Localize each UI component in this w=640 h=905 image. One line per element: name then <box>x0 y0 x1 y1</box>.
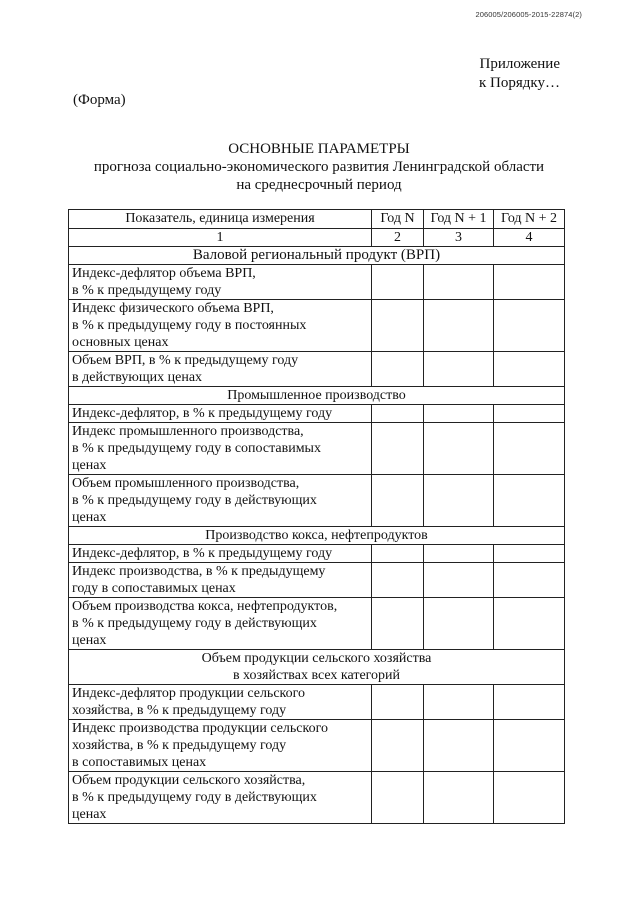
value-cell[interactable] <box>372 405 424 423</box>
indicator-cell <box>69 598 372 650</box>
section-title <box>69 527 565 545</box>
indicator-text-line: в % к предыдущему году в сопоставимых <box>72 441 321 456</box>
section-title <box>69 387 565 405</box>
section-title-line: в хозяйствах всех категорий <box>232 668 401 683</box>
value-cell[interactable] <box>494 423 565 475</box>
indicator-text-line: году в сопоставимых ценах <box>72 581 236 596</box>
form-label: (Форма) <box>73 92 126 108</box>
header-year-n1: Год N + 1 <box>424 210 494 229</box>
column-number: 1 <box>69 229 372 247</box>
indicator-text-line: Объем ВРП, в % к предыдущему году <box>72 353 299 368</box>
indicator-cell <box>69 300 372 352</box>
indicator-text-line: Индекс физического объема ВРП, <box>72 301 274 316</box>
indicator-text-line: ценах <box>72 807 107 822</box>
indicator-cell <box>69 772 372 824</box>
indicator-text-line: Индекс-дефлятор, в % к предыдущему году <box>72 546 333 561</box>
value-cell[interactable] <box>494 563 565 598</box>
indicator-text-line: хозяйства, в % к предыдущему году <box>72 703 287 718</box>
indicator-text-line: в сопоставимых ценах <box>72 755 207 770</box>
indicator-cell <box>69 545 372 563</box>
value-cell[interactable] <box>424 475 494 527</box>
header-year-n: Год N <box>372 210 424 229</box>
section-title-line: Производство кокса, нефтепродуктов <box>205 528 428 543</box>
header-year-n2: Год N + 2 <box>494 210 565 229</box>
value-cell[interactable] <box>424 352 494 387</box>
indicator-text-line: в % к предыдущему году в действующих <box>72 616 317 631</box>
title-line-2: прогноза социально-экономического развития Ленинградской области <box>93 159 545 175</box>
indicator-cell <box>69 352 372 387</box>
indicator-text-line: ценах <box>72 510 107 525</box>
indicator-text-line: ценах <box>72 458 107 473</box>
column-number: 2 <box>372 229 424 247</box>
section-header-row <box>69 527 565 545</box>
value-cell[interactable] <box>372 598 424 650</box>
section-title-line: Объем продукции сельского хозяйства <box>201 651 432 666</box>
appendix-line-1: Приложение <box>479 56 560 72</box>
table-row <box>69 265 565 300</box>
value-cell[interactable] <box>494 352 565 387</box>
indicator-text-line: Индекс-дефлятор объема ВРП, <box>72 266 256 281</box>
indicator-text-line: в % к предыдущему году в постоянных <box>72 318 307 333</box>
table-row <box>69 423 565 475</box>
indicator-text-line: Индекс производства, в % к предыдущему <box>72 564 326 579</box>
table-row <box>69 598 565 650</box>
value-cell[interactable] <box>424 545 494 563</box>
section-header-row <box>69 650 565 685</box>
section-title-line: Валовой региональный продукт (ВРП) <box>192 247 441 263</box>
appendix-note <box>479 55 560 93</box>
indicator-text-line: Индекс-дефлятор, в % к предыдущему году <box>72 406 333 421</box>
value-cell[interactable] <box>494 475 565 527</box>
column-number: 4 <box>494 229 565 247</box>
value-cell[interactable] <box>372 300 424 352</box>
table-row <box>69 475 565 527</box>
value-cell[interactable] <box>424 685 494 720</box>
value-cell[interactable] <box>494 685 565 720</box>
table-row <box>69 352 565 387</box>
table-row <box>69 720 565 772</box>
indicator-cell <box>69 265 372 300</box>
table-row <box>69 300 565 352</box>
indicator-cell <box>69 423 372 475</box>
value-cell[interactable] <box>372 423 424 475</box>
value-cell[interactable] <box>494 265 565 300</box>
indicator-text-line: в % к предыдущему году в действующих <box>72 790 317 805</box>
value-cell[interactable] <box>494 598 565 650</box>
indicator-text-line: в действующих ценах <box>72 370 203 385</box>
document-title <box>60 140 578 194</box>
table-row <box>69 405 565 423</box>
value-cell[interactable] <box>372 352 424 387</box>
indicator-text-line: хозяйства, в % к предыдущему году <box>72 738 287 753</box>
parameters-table <box>68 209 565 824</box>
value-cell[interactable] <box>494 720 565 772</box>
indicator-cell <box>69 563 372 598</box>
table-row <box>69 685 565 720</box>
indicator-text-line: ценах <box>72 633 107 648</box>
value-cell[interactable] <box>494 300 565 352</box>
indicator-text-line: в % к предыдущему году <box>72 283 222 298</box>
title-line-3: на среднесрочный период <box>236 177 402 193</box>
value-cell[interactable] <box>424 598 494 650</box>
table-row <box>69 545 565 563</box>
header-indicator: Показатель, единица измерения <box>69 210 372 229</box>
column-number-row <box>69 229 565 247</box>
value-cell[interactable] <box>372 475 424 527</box>
value-cell[interactable] <box>424 772 494 824</box>
value-cell[interactable] <box>424 423 494 475</box>
value-cell[interactable] <box>372 545 424 563</box>
document-id: 206005/206005-2015-22874(2) <box>475 10 582 19</box>
section-header-row <box>69 247 565 265</box>
value-cell[interactable] <box>372 720 424 772</box>
section-title <box>69 650 565 685</box>
value-cell[interactable] <box>424 405 494 423</box>
value-cell[interactable] <box>424 265 494 300</box>
indicator-text-line: основных ценах <box>72 335 169 350</box>
table-row <box>69 772 565 824</box>
value-cell[interactable] <box>372 563 424 598</box>
indicator-cell <box>69 475 372 527</box>
value-cell[interactable] <box>372 685 424 720</box>
value-cell[interactable] <box>424 720 494 772</box>
indicator-cell <box>69 720 372 772</box>
appendix-line-2: к Порядку… <box>479 75 560 91</box>
value-cell[interactable] <box>372 265 424 300</box>
indicator-cell <box>69 405 372 423</box>
indicator-cell <box>69 685 372 720</box>
indicator-text-line: Индекс-дефлятор продукции сельского <box>72 686 306 701</box>
table-row <box>69 563 565 598</box>
value-cell[interactable] <box>494 772 565 824</box>
value-cell[interactable] <box>372 772 424 824</box>
value-cell[interactable] <box>424 563 494 598</box>
section-header-row <box>69 387 565 405</box>
indicator-text-line: Индекс промышленного производства, <box>72 424 304 439</box>
indicator-text-line: Объем промышленного производства, <box>72 476 300 491</box>
section-title-line: Промышленное производство <box>227 388 406 403</box>
value-cell[interactable] <box>494 545 565 563</box>
indicator-text-line: Объем продукции сельского хозяйства, <box>72 773 306 788</box>
indicator-text-line: Объем производства кокса, нефтепродуктов, <box>72 599 338 614</box>
title-line-1: ОСНОВНЫЕ ПАРАМЕТРЫ <box>228 141 410 157</box>
section-title <box>69 247 565 265</box>
value-cell[interactable] <box>494 405 565 423</box>
indicator-text-line: Индекс производства продукции сельского <box>72 721 328 736</box>
column-number: 3 <box>424 229 494 247</box>
table-header-row <box>69 210 565 229</box>
value-cell[interactable] <box>424 300 494 352</box>
indicator-text-line: в % к предыдущему году в действующих <box>72 493 317 508</box>
